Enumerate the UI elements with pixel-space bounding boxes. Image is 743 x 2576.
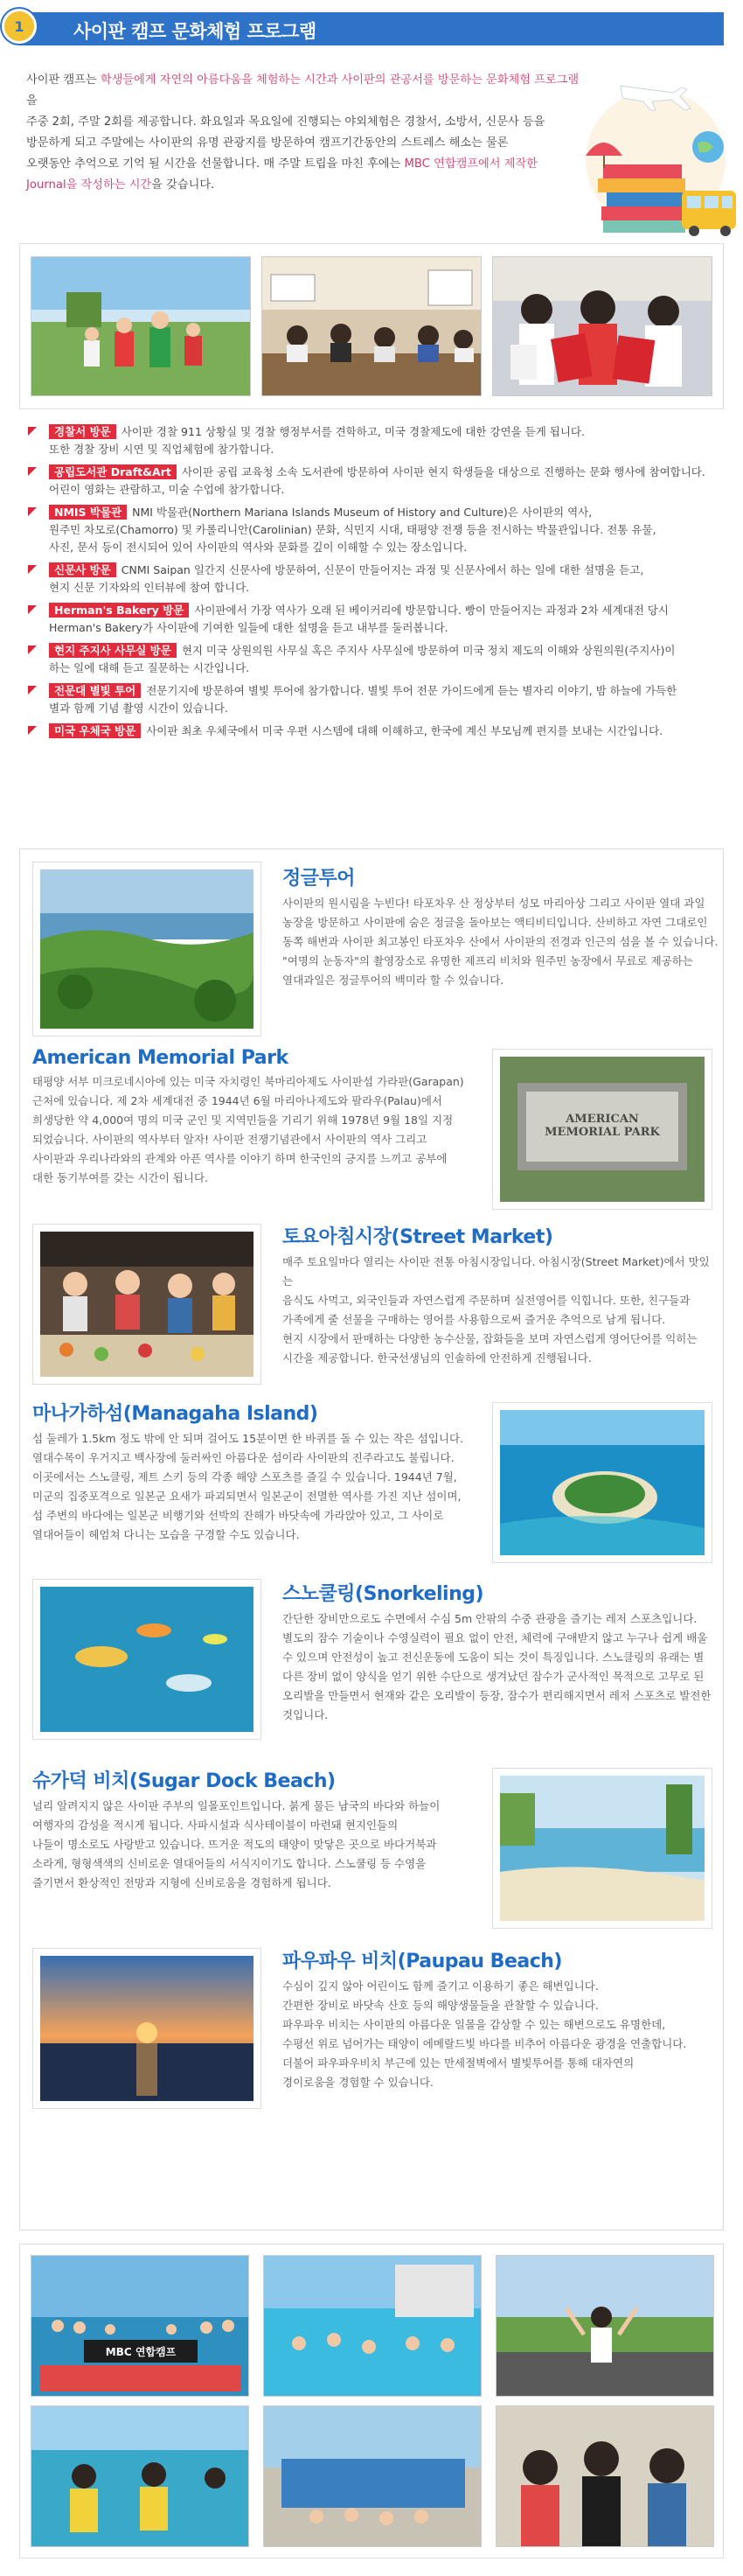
- section-title: 정글투어: [282, 868, 356, 890]
- section-title: 슈가덕 비치(Sugar Dock Beach): [32, 1770, 336, 1792]
- header: [0, 0, 743, 54]
- body-line: 소라게, 형형색색의 신비로운 열대어들의 서식지이기도 합니다. 스노쿨링 등 수영을: [32, 1857, 427, 1870]
- body-line: 태평양 서부 미크로네시아에 있는 미국 자치령인 북마리아제도 사이판섬 가라판(Garapan): [32, 1075, 464, 1088]
- visit-tag: Herman's Bakery 방문: [49, 603, 189, 618]
- body-line: 동쪽 해변과 사이판 최고봉인 타포차우 산에서 사이판의 전경과 인근의 섬을 볼 수 있습니다.: [282, 935, 719, 948]
- body-line: 사이판의 원시림을 누빈다! 타포차우 산 정상부터 성모 마리아상 그리고 사이판 열대 과일: [282, 897, 705, 910]
- body-line: 별도의 잠수 기술이나 수영실력이 필요 없이 안전, 체력에 구애받지 않고 누구나 쉽게 배울: [282, 1631, 708, 1644]
- intro-text: 오랫동안 추억으로 기억 될 시간을 선물합니다. 매 주말 트립을 마친 후에는: [26, 157, 405, 171]
- visit-text: 사이판에서 가장 역사가 오래 된 베이커리에 방문합니다. 빵이 만들어지는 과정과 2차 세계대전 당시: [194, 604, 669, 617]
- photo-kids-beach: [31, 256, 251, 396]
- body-line: 대한 동기부여를 갖는 시간이 됩니다.: [32, 1171, 208, 1184]
- visit-text: 현지 미국 상원의원 사무실 혹은 주지사 사무실에 방문하여 미국 정치 제도의 이해와 상원의원(주지사)이: [181, 644, 676, 657]
- body-line: 희생당한 약 4,000여 명의 미국 군인 및 지역민들을 기리기 위해 1978년 9월 18일 지정: [32, 1113, 454, 1127]
- body-line: 다른 장비 없이 양식을 얻기 위한 수단으로 생겨났던 잠수가 군사적인 목적으로 고무로 된: [282, 1670, 705, 1683]
- managaha-text: [32, 1399, 504, 1545]
- book-icon: [598, 178, 685, 192]
- photo-strip-visits: [19, 243, 724, 409]
- body-line: 경이로움을 경험할 수 있습니다.: [282, 2076, 434, 2089]
- body-line: 사이판과 우리나라와의 관계와 아픈 역사를 이야기 하며 한국인의 긍지를 느끼고 공부에: [32, 1152, 448, 1165]
- body-line: 수평선 위로 넘어가는 태양이 에메랄드빛 바다를 비추어 아름다운 광경을 연출합니다.: [282, 2037, 687, 2050]
- paupau-text: [282, 1946, 719, 2092]
- photo-classroom: [261, 256, 482, 396]
- body-line: 시간을 제공합니다. 한국선생님의 인솔하에 안전하게 진행됩니다.: [282, 1351, 592, 1365]
- list-item: [19, 423, 724, 458]
- visit-text: 하는 일에 대해 듣고 질문하는 시간입니다.: [49, 661, 250, 674]
- body-line: 나들이 명소로도 사랑받고 있습니다. 뜨거운 적도의 태양이 맞닿은 곳으로 바다거북과: [32, 1838, 437, 1851]
- gallery-photo-snorkel: [31, 2405, 249, 2547]
- bullet-arrow-icon: [28, 507, 37, 516]
- visit-tag: 경찰서 방문: [49, 424, 116, 439]
- list-item: [19, 602, 724, 637]
- visit-tag: NMIS 박물관: [49, 505, 127, 520]
- intro-highlight: 학생들에게 자연의 아름다움을 체험하는 시간과 사이판의 관공서를 방문하는 문화체험 프로그램: [100, 73, 580, 87]
- body-line: 간단한 장비만으로도 수면에서 수심 5m 안팎의 수중 관광을 즐기는 레저 스포츠입니다.: [282, 1612, 698, 1625]
- body-line: 파우파우 비치는 사이판의 아름다운 일몰을 감상할 수 있는 해변으로도 유명한데,: [282, 2018, 666, 2031]
- bus-icon: [682, 191, 736, 236]
- body-line: 것입니다.: [282, 1708, 329, 1721]
- bullet-arrow-icon: [28, 646, 37, 654]
- body-line: 섬 주변의 바다에는 일본군 비행기와 선박의 잔해가 바닷속에 가라앉아 있고, 그 사이로: [32, 1509, 444, 1522]
- photo-kids-papers: [492, 256, 712, 396]
- gallery-photo-pool: [263, 2255, 482, 2397]
- visit-text: Herman's Bakery가 사이판에 기여한 일들에 대한 설명을 듣고 내부를 둘러봅니다.: [49, 621, 448, 634]
- snorkeling-text: [282, 1579, 719, 1725]
- body-line: 근처에 있습니다. 제 2차 세계대전 중 1944년 6월 마리아나제도와 팔라우(Palau)에서: [32, 1094, 442, 1107]
- banner-text: MBC 연합캠프: [105, 2346, 177, 2358]
- body-line: 매주 토요일마다 열리는 사이판 전통 아침시장입니다. 아침시장(Street Market)에서 맛있는: [282, 1255, 710, 1288]
- bullet-arrow-icon: [28, 565, 37, 574]
- intro-text: 을 갖습니다.: [151, 178, 215, 192]
- visit-tag: 현지 주지사 사무실 방문: [49, 643, 177, 658]
- gallery-photo-group: [31, 2255, 249, 2397]
- memorial-sign: [526, 1113, 678, 1139]
- intro-highlight: MBC 연합캠프에서 제작한: [404, 157, 538, 171]
- body-line: 즐기면서 환상적인 전망과 지형에 신비로움을 경험하게 됩니다.: [32, 1876, 331, 1889]
- visit-list: [19, 423, 724, 745]
- memorial-park-image: [492, 1049, 712, 1210]
- visit-text: CNMI Saipan 일간지 신문사에 방문하여, 신문이 만들어지는 과정 및 신문사에서 하는 일에 대한 설명을 듣고,: [121, 563, 644, 576]
- gallery-photo-cliff: [496, 2255, 714, 2397]
- section-title: 스노쿨링(Snorkeling): [282, 1583, 484, 1605]
- body-line: 미군의 집중포격으로 일본군 요새가 파괴되면서 일본군이 전멸한 역사를 가진 지난 섬이며,: [32, 1490, 462, 1503]
- list-item: [19, 562, 724, 597]
- list-item: [19, 723, 724, 740]
- visit-text: 전문기지에 방문하여 별빛 투어에 참가합니다. 별빛 투어 전문 가이드에게 듣는 별자리 이야기, 밤 하늘에 가득한: [146, 684, 677, 697]
- header-bar: [19, 12, 724, 45]
- sign-line: MEMORIAL PARK: [545, 1126, 660, 1139]
- photo-gallery: [19, 2244, 724, 2559]
- body-line: 섬 둘레가 1.5km 정도 밖에 안 되며 걸어도 15분이면 한 바퀴를 돌 수 있는 작은 섬입니다.: [32, 1432, 464, 1445]
- body-line: 간편한 장비로 바닷속 산호 등의 해양생물들을 관찰할 수 있습니다.: [282, 1999, 599, 2012]
- intro-text: 주중 2회, 주말 2회를 제공합니다. 화요일과 목요일에 진행되는 야외체험은 경찰서, 소방서, 신문사 등을: [26, 115, 545, 129]
- section-title: 토요아침시장(Street Market): [282, 1226, 553, 1248]
- street-market-text: [282, 1222, 719, 1368]
- tour-section: [19, 848, 724, 2230]
- visit-tag: 미국 우체국 방문: [49, 723, 141, 738]
- book-icon: [603, 164, 682, 178]
- body-line: 수심이 깊지 않아 어린이도 함께 즐기고 이용하기 좋은 해변입니다.: [282, 1979, 599, 1993]
- intro-text: 사이판 캠프는: [26, 73, 101, 87]
- list-item: [19, 504, 724, 556]
- page-title: 사이판 캠프 문화체험 프로그램: [73, 21, 316, 42]
- body-line: 열대과일은 정글투어의 백미라 할 수 있습니다.: [282, 974, 504, 987]
- list-item: [19, 464, 724, 499]
- body-line: 이곳에서는 스노클링, 제트 스키 등의 각종 해양 스포츠를 즐길 수 있습니다. 1944년 7월,: [32, 1470, 457, 1483]
- snorkeling-image: [32, 1579, 261, 1740]
- visit-text: 어린이 영화는 관람하고, 미술 수업에 참가합니다.: [49, 483, 285, 496]
- jungle-tour-image: [32, 862, 261, 1037]
- body-line: 열대수목이 우거지고 백사장에 둘러싸인 아름다운 섬이라 사이판의 진주라고도 불립니다.: [32, 1451, 455, 1464]
- sugar-dock-text: [32, 1766, 504, 1893]
- book-icon: [603, 220, 685, 233]
- body-line: 오리발을 만들면서 현재와 같은 오리발이 등장, 잠수가 편리해지면서 레저 스포츠로 발전한: [282, 1689, 712, 1702]
- section-title: American Memorial Park: [32, 1047, 288, 1069]
- section-number-badge: 1: [2, 9, 37, 44]
- body-line: 널리 알려지지 않은 사이판 주부의 일몰포인트입니다. 붉게 물든 남국의 바다와 하늘이: [32, 1799, 441, 1812]
- managaha-image: [492, 1402, 712, 1563]
- visit-tag: 전문대 별빛 투어: [49, 683, 141, 698]
- body-line: 현지 시장에서 판매하는 다양한 농수산물, 잡화들을 보며 자연스럽게 영어단어를 익히는: [282, 1332, 698, 1345]
- section-title: 마나가하섬(Managaha Island): [32, 1403, 318, 1425]
- bullet-arrow-icon: [28, 686, 37, 695]
- visit-tag: 공립도서관 Draft&Art: [49, 464, 177, 479]
- visit-text: 또한 경찰 장비 시연 및 직업체험에 참가합니다.: [49, 443, 274, 456]
- body-line: 되었습니다. 사이판의 역사부터 알자! 사이판 전쟁기념관에서 사이판의 역사 그리고: [32, 1133, 427, 1146]
- body-line: 음식도 사먹고, 외국인들과 자연스럽게 주문하며 실전영어를 익힙니다. 또한, 친구들과: [282, 1294, 691, 1307]
- visit-text: 사이판 경찰 911 상황실 및 경찰 행정부서를 견학하고, 미국 경찰제도에 대한 강연을 듣게 됩니다.: [121, 425, 585, 438]
- list-item: [19, 642, 724, 677]
- travel-illustration: [568, 59, 743, 261]
- intro-paragraph: [26, 70, 586, 196]
- sign-line: AMERICAN: [566, 1113, 639, 1126]
- body-line: 수 있으며 안전성이 높고 전신운동에 도움이 되는 것이 특징입니다. 스노클링의 유래는 별: [282, 1651, 705, 1664]
- intro-text: 방문하게 되고 주말에는 사이판의 유명 관광지를 방문하여 캠프기간동안의 스트레스 해소는 물론: [26, 136, 509, 150]
- visit-text: 원주민 차모로(Chamorro) 및 카롤리니안(Carolinian) 문화, 식민지 시대, 태평양 전쟁 등을 전시하는 박물관입니다. 전통 유물,: [49, 523, 656, 536]
- visit-text: 사이판 최초 우체국에서 미국 우편 시스템에 대해 이해하고, 한국에 계신 부모님께 편지를 보내는 시간입니다.: [146, 724, 663, 737]
- list-item: [19, 682, 724, 717]
- paupau-image: [32, 1948, 261, 2109]
- body-line: 농장을 방문하고 사이판에 숨은 정글을 돌아보는 액티비티입니다. 산비하고 자연 그대로인: [282, 916, 708, 929]
- gallery-photo-saipan-sign: [263, 2405, 482, 2547]
- intro-text: 을: [26, 94, 38, 108]
- visit-text: 사진, 문서 등이 전시되어 있어 사이판의 역사와 문화를 깊이 이해할 수 있는 장소입니다.: [49, 541, 468, 554]
- jungle-tour-text: [282, 863, 719, 990]
- visit-text: NMI 박물관(Northern Mariana Islands Museum of History and Culture)은 사이판의 역사,: [132, 506, 593, 519]
- visit-text: 사이판 공립 교육청 소속 도서관에 방문하여 사이판 현지 학생들을 대상으로 진행하는 문화 행사에 참여합니다.: [181, 465, 705, 478]
- body-line: 열대어들이 헤엄쳐 다니는 모습을 구경할 수도 있습니다.: [32, 1528, 300, 1541]
- body-line: 가족에게 줄 선물을 구매하는 영어를 사용함으로써 즐거운 추억으로 남게 됩니다.: [282, 1313, 666, 1326]
- bullet-arrow-icon: [28, 467, 37, 476]
- body-line: 더불어 파우파우비치 부근에 있는 만세절벽에서 별빛투어를 통해 대자연의: [282, 2056, 635, 2070]
- visit-tag: 신문사 방문: [49, 562, 116, 577]
- book-icon: [601, 206, 687, 220]
- visit-text: 별과 함께 기념 촬영 시간이 있습니다.: [49, 702, 228, 715]
- memorial-park-text: [32, 1047, 496, 1188]
- bullet-arrow-icon: [28, 427, 37, 436]
- visit-text: 현지 신문 기자와의 인터뷰에 참여 합니다.: [49, 581, 250, 594]
- section-title: 파우파우 비치(Paupau Beach): [282, 1951, 562, 1972]
- bullet-arrow-icon: [28, 726, 37, 735]
- book-icon: [607, 192, 687, 206]
- sugar-dock-image: [492, 1768, 712, 1929]
- intro-highlight: Journal을 작성하는 시간: [26, 178, 152, 192]
- body-line: "여명의 눈동자"의 촬영장소로 유명한 제프리 비치와 원주민 농장에서 무료로 제공하는: [282, 954, 693, 967]
- street-market-image: [32, 1224, 261, 1385]
- body-line: 여행자의 감성을 적시게 됩니다. 사파시설과 식사테이블이 마련돼 현지인들의: [32, 1819, 399, 1832]
- bullet-arrow-icon: [28, 605, 37, 614]
- gallery-photo-group-kids: [496, 2405, 714, 2547]
